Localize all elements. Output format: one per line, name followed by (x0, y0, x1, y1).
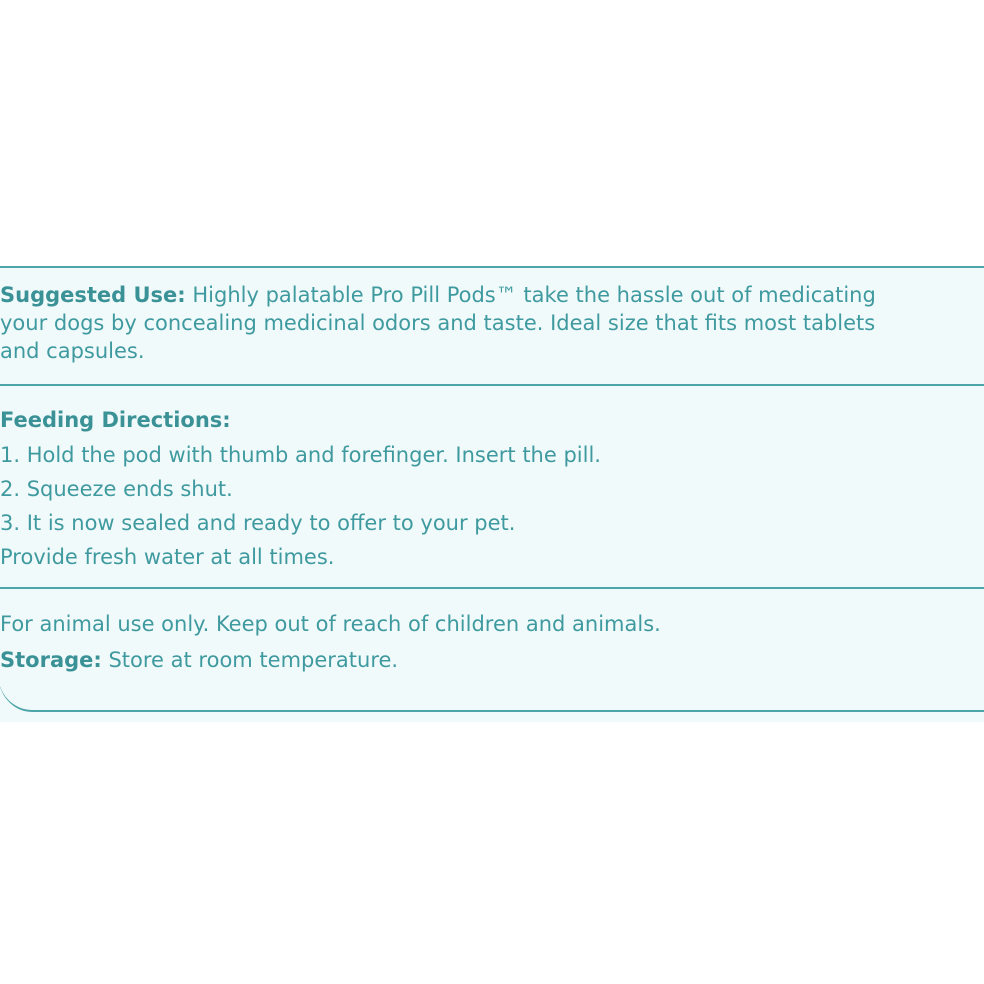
suggested-use-section (0, 281, 984, 365)
panel-shadow-strip (0, 712, 984, 722)
section-divider-1 (0, 384, 984, 386)
panel-bottom-border (0, 670, 984, 712)
feeding-directions-section (0, 404, 984, 574)
storage-text: Store at room temperature. (101, 648, 399, 672)
fresh-water-note: Provide fresh water at all times. (0, 545, 335, 569)
feeding-step-2: 2. Squeeze ends shut. (0, 477, 233, 501)
top-divider (0, 266, 984, 268)
section-divider-2 (0, 587, 984, 589)
storage-label: Storage: (0, 648, 102, 672)
feeding-directions-heading: Feeding Directions: (0, 408, 231, 432)
suggested-use-label: Suggested Use: (0, 283, 186, 307)
caution-text: For animal use only. Keep out of reach of children and animals. (0, 612, 661, 636)
suggested-use-line-3: and capsules. (0, 339, 145, 363)
warnings-section (0, 606, 984, 678)
suggested-use-line-1 (0, 281, 984, 309)
suggested-use-line-2: your dogs by concealing medicinal odors and taste. Ideal size that fits most tablets (0, 311, 876, 335)
suggested-use-text-1: Highly palatable Pro Pill Pods™ take the hassle out of medicating (185, 283, 876, 307)
feeding-step-3: 3. It is now sealed and ready to offer to your pet. (0, 511, 516, 535)
feeding-step-1: 1. Hold the pod with thumb and forefinger. Insert the pill. (0, 443, 601, 467)
